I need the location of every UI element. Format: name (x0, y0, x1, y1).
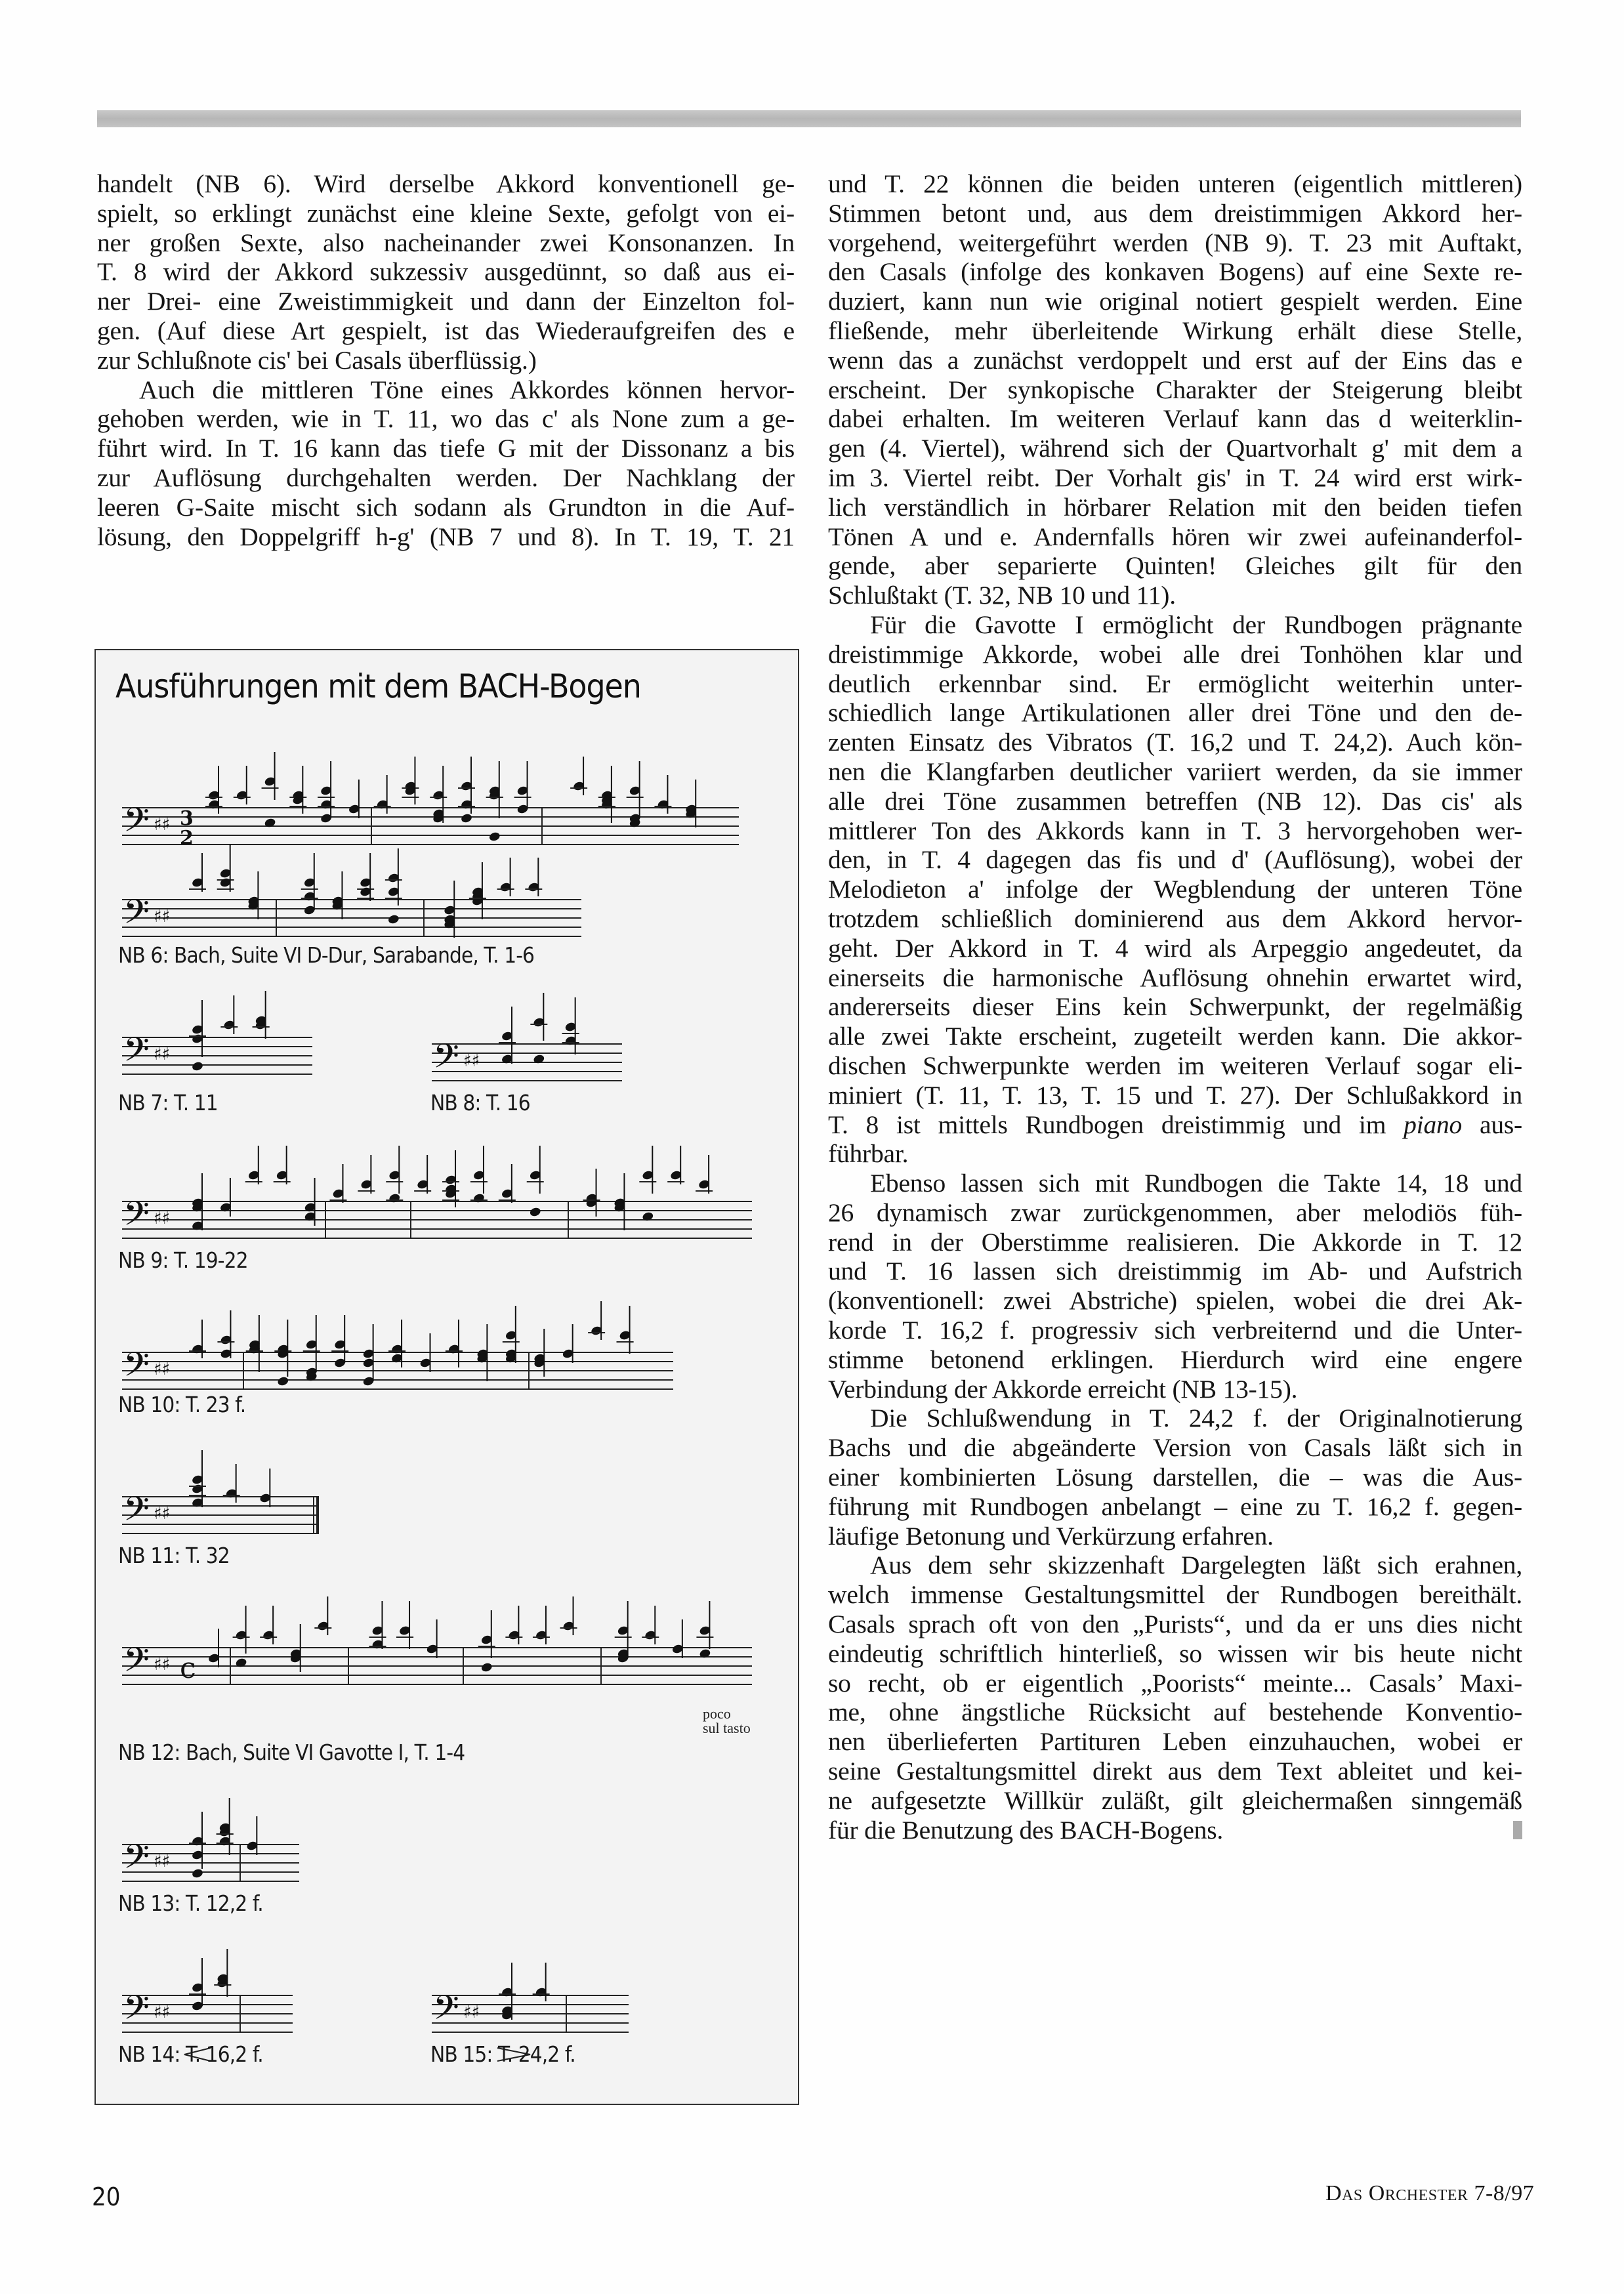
text-line: duziert, kann nun wie original notiert gespielt werden. Eine (828, 287, 1522, 316)
text-line: mittlerer Ton des Akkords kann in T. 3 hervorgehoben wer- (828, 816, 1522, 845)
text-line: Melodieton a' infolge der Wegblendung der unteren Töne (828, 875, 1522, 904)
text-line: (konventionell: zwei Abstriche) spielen, wobei die drei Ak- (828, 1286, 1522, 1316)
text-line: gehoben werden, wie in T. 11, wo das c' als None zum a ge- (97, 404, 795, 434)
text-line: eindeutig schriftlich hinterließ, so wissen wir bis heute nicht (828, 1638, 1522, 1668)
text-line: führbar. (828, 1139, 909, 1169)
caption-nb13: NB 13: T. 12,2 f. (118, 1890, 263, 1916)
annotation-sul-tasto: sul tasto (703, 1720, 751, 1736)
key-signature-sharps: ♯♯ (154, 1209, 171, 1228)
end-of-article-mark (1513, 1821, 1522, 1839)
key-signature-sharps: ♯♯ (154, 907, 171, 927)
text-line: geht. Der Akkord in T. 4 wird als Arpeggio angedeutet, da (828, 933, 1522, 963)
text-line: führt wird. In T. 16 kann das tiefe G mit der Dissonanz a bis (97, 434, 795, 463)
text-line: gen. (Auf diese Art gespielt, ist das Wiederaufgreifen des e (97, 316, 795, 345)
text-line: leeren G-Saite mischt sich sodann als Grundton in die Auf- (97, 492, 795, 522)
text-line: deutlich erkennbar sind. Er ermöglicht weiterhin unter- (828, 669, 1522, 698)
key-signature-sharps: ♯♯ (154, 1655, 171, 1675)
key-signature-sharps: ♯♯ (154, 1360, 171, 1379)
text-line: alle zwei Takte erscheint, zugeteilt werden kann. Die akkor- (828, 1022, 1522, 1051)
text-line: ne aufgesetzte Willkür zuläßt, gilt gleichermaßen sinngemäß (828, 1785, 1522, 1815)
text-line: Die Schlußwendung in T. 24,2 f. der Originalnotierung (870, 1404, 1522, 1433)
bass-clef-icon: 𝄢 (433, 1036, 459, 1084)
bass-clef-icon: 𝄢 (433, 1988, 459, 2035)
text-line: zur Schlußnote cis' bei Casals überflüssig.) (97, 345, 537, 375)
text-line: nen die Klangfarben deutlicher variiert werden, da sie immer (828, 757, 1522, 786)
text-line: im 3. Viertel reibt. Der Vorhalt gis' in T. 24 wird erst wirk- (828, 463, 1522, 492)
bass-clef-icon: 𝄢 (123, 1489, 150, 1537)
text-line: wenn das a zunächst verdoppelt und erst auf der Eins das e (828, 345, 1522, 375)
note-head (277, 1376, 289, 1387)
text-line: und T. 16 lassen sich dreistimmig im Ab- und Aufstrich (828, 1257, 1522, 1286)
bass-clef-icon: 𝄢 (123, 1988, 150, 2035)
text-line: dabei erhalten. Im weiteren Verlauf kann das d weiterklin- (828, 404, 1522, 434)
note-head (191, 1061, 203, 1072)
nb9-staff (122, 1169, 752, 1261)
text-line-with-italic (828, 1110, 1522, 1140)
nb7-staff (122, 1005, 312, 1096)
caption-nb8: NB 8: T. 16 (430, 1090, 530, 1116)
key-signature-sharps: ♯♯ (154, 1045, 171, 1064)
text-line: rend in der Oberstimme realisieren. Die Akkorde in T. 12 (828, 1227, 1522, 1257)
text-line: handelt (NB 6). Wird derselbe Akkord konventionell ge- (97, 169, 795, 198)
text-line: seine Gestaltungsmittel direkt aus dem Text ableitet und kei- (828, 1757, 1522, 1786)
annotation-poco: poco (703, 1705, 731, 1722)
text-line: ner Drei- eine Zweistimmigkeit und dann der Einzelton fol- (97, 287, 795, 316)
caption-nb14: NB 14: T. 16,2 f. (118, 2041, 263, 2067)
text-line: lösung, den Doppelgriff h-g' (NB 7 und 8). In T. 19, T. 21 (97, 522, 795, 551)
text-fragment: aus- (1462, 1110, 1523, 1139)
nb12-staff (122, 1615, 752, 1707)
text-line: korde T. 16,2 f. progressiv sich verbreiternd und die Unter- (828, 1316, 1522, 1345)
text-line: Stimmen betont und, aus dem dreistimmigen Akkord her- (828, 198, 1522, 228)
page-number: 20 (92, 2182, 121, 2211)
text-line: den Casals (infolge des konkaven Bogens) auf eine Sexte re- (828, 257, 1522, 287)
key-signature-sharps: ♯♯ (154, 1852, 171, 1871)
note-head (191, 1868, 203, 1879)
text-line: vorgehend, weitergeführt werden (NB 9). T. 23 mit Auftakt, (828, 228, 1522, 257)
bass-clef-icon: 𝄢 (123, 1640, 150, 1688)
text-line: so recht, ob er eigentlich „Poorists“ meinte... Casals’ Maxi- (828, 1668, 1522, 1698)
text-line: Für die Gavotte I ermöglicht der Rundbogen prägnante (870, 610, 1522, 639)
common-time-icon: c (180, 1652, 196, 1685)
text-line: Auch die mittleren Töne eines Akkordes können hervor- (139, 375, 795, 404)
text-line: Ebenso lassen sich mit Rundbogen die Takte 14, 18 und (870, 1169, 1522, 1198)
text-line: den, in T. 4 dagegen das fis und d' (Auflösung), wobei der (828, 845, 1522, 875)
bass-clef-icon: 𝄢 (123, 892, 150, 940)
text-line: dischen Schwerpunkte werden im weiteren Verlauf sogar eli- (828, 1051, 1522, 1080)
text-line: Bachs und die abgeänderte Version von Casals läßt sich in (828, 1433, 1522, 1463)
bass-clef-icon: 𝄢 (123, 1837, 150, 1885)
text-line: schiedlich lange Artikulationen aller drei Töne und den de- (828, 698, 1522, 728)
text-line: fließende, mehr überleitende Wirkung erhält diese Stelle, (828, 316, 1522, 345)
caption-nb15: NB 15: T. 24,2 f. (430, 2041, 575, 2067)
text-line: miniert (T. 11, T. 13, T. 15 und T. 27). Der Schlußakkord in (828, 1080, 1522, 1110)
time-signature-bottom: 2 (180, 827, 194, 850)
caption-nb12: NB 12: Bach, Suite VI Gavotte I, T. 1-4 (118, 1740, 465, 1765)
text-line: einerseits die harmonische Auflösung ohnehin erwartet wird, (828, 963, 1522, 992)
nb8-staff (432, 1011, 622, 1103)
bass-clef-icon: 𝄢 (123, 1030, 150, 1077)
text-line: Verbindung der Akkorde erreicht (NB 13-15). (828, 1374, 1298, 1404)
text-line: T. 8 wird der Akkord sukzessiv ausgedünnt, so daß aus ei- (97, 257, 795, 287)
nb6-staff-1 (122, 775, 739, 867)
text-fragment: für die Benutzung des BACH-Bogens. (828, 1815, 1224, 1845)
caption-nb6: NB 6: Bach, Suite VI D-Dur, Sarabande, T. 1-6 (118, 942, 535, 968)
text-line: läufige Betonung und Verkürzung erfahren. (828, 1521, 1274, 1551)
text-fragment: T. 8 ist mittels Rundbogen dreistimmig und im (828, 1110, 1404, 1139)
note-head (387, 914, 400, 925)
text-line: andererseits dieser Eins kein Schwerpunkt, der regelmäßig (828, 992, 1522, 1022)
caption-nb10: NB 10: T. 23 f. (118, 1392, 246, 1417)
text-line-final (828, 1816, 1522, 1845)
header-rule (97, 110, 1521, 127)
text-line: spielt, so erklingt zunächst eine kleine Sexte, gefolgt von ei- (97, 198, 795, 228)
text-line: Schlußtakt (T. 32, NB 10 und 11). (828, 581, 1176, 610)
text-line: dreistimmige Akkorde, wobei alle drei Tonhöhen klar und (828, 639, 1522, 669)
caption-nb9: NB 9: T. 19-22 (118, 1247, 248, 1273)
text-line: einer kombinierten Lösung darstellen, die – was die Aus- (828, 1463, 1522, 1492)
text-line: Tönen A und e. Andernfalls hören wir zwei aufeinanderfol- (828, 522, 1522, 551)
text-line: Aus dem sehr skizzenhaft Dargelegten läßt sich erahnen, (870, 1551, 1522, 1580)
text-line: und T. 22 können die beiden unteren (eigentlich mittleren) (828, 169, 1522, 198)
key-signature-sharps: ♯♯ (154, 815, 171, 835)
text-line: zur Auflösung durchgehalten werden. Der Nachklang der (97, 463, 795, 492)
key-signature-sharps: ♯♯ (463, 2003, 480, 2022)
bass-clef-icon: 𝄢 (123, 1194, 150, 1241)
text-line: welch immense Gestaltungsmittel der Rundbogen bereithält. (828, 1580, 1522, 1610)
bass-clef-icon: 𝄢 (123, 1345, 150, 1392)
text-line: zenten Einsatz des Vibratos (T. 16,2 und T. 24,2). Auch kön- (828, 728, 1522, 757)
box-title: Ausführungen mit dem BACH-Bogen (115, 667, 641, 705)
right-column-text (828, 169, 1522, 1845)
nb14-staff (122, 1963, 293, 2054)
italic-term: piano (1404, 1110, 1463, 1139)
text-line: nen überlieferten Partituren Leben einzuhauchen, wobei er (828, 1727, 1522, 1757)
nb11-staff (122, 1464, 319, 1556)
caption-nb11: NB 11: T. 32 (118, 1543, 230, 1568)
text-line: gende, aber separierte Quinten! Gleiches gilt für den (828, 551, 1522, 581)
text-line: alle drei Töne zusammen betreffen (NB 12). Das cis' als (828, 786, 1522, 816)
music-examples-box (94, 649, 799, 2105)
time-signature-top: 3 (180, 807, 194, 830)
note-head (480, 1662, 493, 1673)
left-column-text (97, 169, 795, 551)
key-signature-sharps: ♯♯ (463, 1051, 480, 1071)
key-signature-sharps: ♯♯ (154, 1504, 171, 1524)
key-signature-sharps: ♯♯ (154, 2003, 171, 2022)
note-head (488, 831, 501, 843)
text-line: Casals sprach oft von den „Purists“, und da er uns dies nicht (828, 1610, 1522, 1639)
text-line: trotzdem schließlich dominierend aus dem Akkord hervor- (828, 904, 1522, 933)
text-line: 26 dynamisch zwar zurückgenommen, aber melodiös füh- (828, 1198, 1522, 1227)
bass-clef-icon: 𝄢 (123, 800, 150, 848)
text-line: lich verständlich in hörbarer Relation mit den beiden tiefen (828, 492, 1522, 522)
nb15-staff (432, 1963, 629, 2054)
note-head (460, 813, 472, 824)
caption-nb7: NB 7: T. 11 (118, 1090, 218, 1116)
text-line: führung mit Rundbogen anbelangt – eine zu T. 16,2 f. gegen- (828, 1491, 1522, 1521)
text-line: stimme betonend erklingen. Hierdurch wird eine engere (828, 1345, 1522, 1374)
text-line: erscheint. Der synkopische Charakter der Steigerung bleibt (828, 375, 1522, 404)
text-line: gen (4. Viertel), während sich der Quartvorhalt g' mit dem a (828, 434, 1522, 463)
text-line: me, ohne ängstliche Rücksicht auf bestehende Konventio- (828, 1698, 1522, 1727)
nb13-staff (122, 1812, 299, 1904)
text-line: ner großen Sexte, also nacheinander zwei Konsonanzen. In (97, 228, 795, 257)
note-head (529, 1207, 541, 1218)
journal-footer: Das Orchester 7-8/97 (1325, 2181, 1535, 2205)
